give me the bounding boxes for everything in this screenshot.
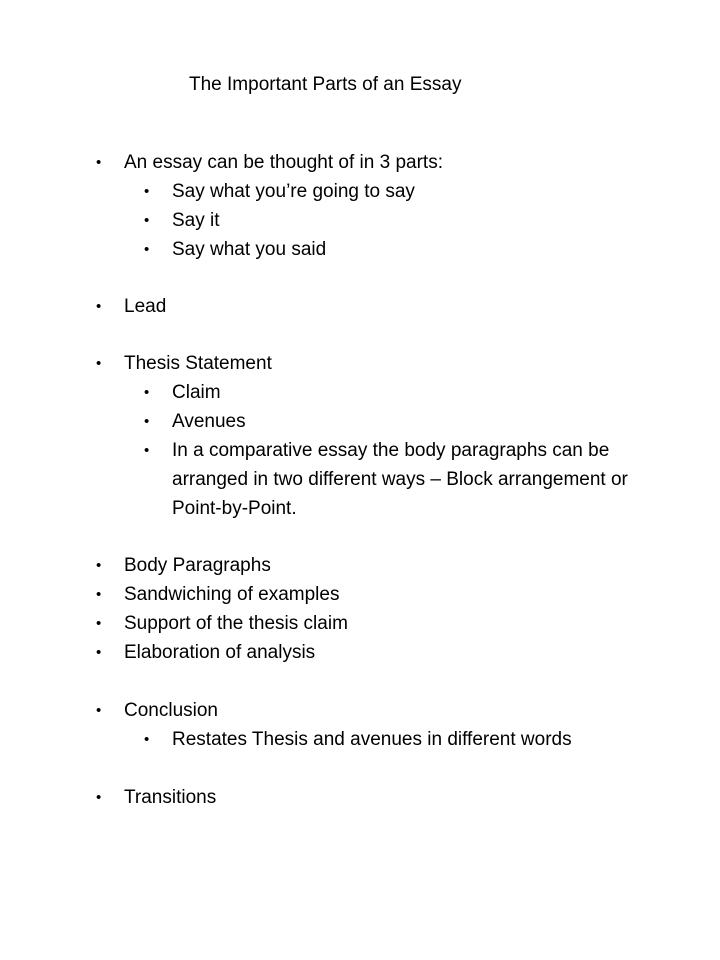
list-item: [96, 349, 272, 378]
bullet-icon: •: [144, 183, 150, 200]
bullet-icon: •: [96, 644, 102, 661]
bullet-icon: •: [144, 212, 150, 229]
bullet-icon: •: [144, 442, 150, 459]
sub-list-item: [144, 206, 220, 235]
list-item-text: Conclusion: [124, 700, 218, 721]
list-item: [96, 609, 348, 638]
list-item-text: An essay can be thought of in 3 parts:: [124, 152, 443, 173]
list-item-text: Body Paragraphs: [124, 555, 271, 576]
list-item: [96, 696, 218, 725]
list-item-text: Say it: [172, 210, 220, 231]
bullet-icon: •: [96, 586, 102, 603]
bullet-icon: •: [144, 241, 150, 258]
list-item-text: Claim: [172, 382, 221, 403]
list-item: [96, 148, 443, 177]
sub-list-item: [144, 436, 642, 523]
sub-list-item: [144, 407, 246, 436]
list-item-text: Restates Thesis and avenues in different words: [172, 729, 572, 750]
list-item: [96, 580, 340, 609]
bullet-icon: •: [144, 731, 150, 748]
bullet-icon: •: [144, 384, 150, 401]
list-item-text: Sandwiching of examples: [124, 584, 340, 605]
list-item-text: Lead: [124, 296, 167, 317]
list-item-text: Transitions: [124, 787, 217, 808]
sub-list-item: [144, 235, 327, 264]
sub-list-item: [144, 725, 572, 754]
bullet-icon: •: [96, 154, 102, 171]
bullet-icon: •: [96, 298, 102, 315]
list-item: [96, 292, 167, 321]
bullet-icon: •: [144, 413, 150, 430]
page-title: The Important Parts of an Essay: [189, 74, 462, 95]
list-item: [96, 783, 217, 812]
bullet-icon: •: [96, 615, 102, 632]
list-item-text: Support of the thesis claim: [124, 613, 348, 634]
list-item-text: Avenues: [172, 411, 246, 432]
list-item-text: In a comparative essay the body paragraphs can be arranged in two different ways – Block arrangement or Point-by-Point.: [172, 440, 628, 519]
bullet-icon: •: [96, 702, 102, 719]
list-item-text: Thesis Statement: [124, 353, 272, 374]
list-item-text: Say what you’re going to say: [172, 181, 415, 202]
bullet-icon: •: [96, 355, 102, 372]
bullet-icon: •: [96, 557, 102, 574]
list-item-text: Elaboration of analysis: [124, 642, 316, 663]
list-item-text: Say what you said: [172, 239, 327, 260]
sub-list-item: [144, 378, 221, 407]
list-item: [96, 638, 316, 667]
list-item: [96, 551, 271, 580]
sub-list-item: [144, 177, 415, 206]
bullet-icon: •: [96, 789, 102, 806]
